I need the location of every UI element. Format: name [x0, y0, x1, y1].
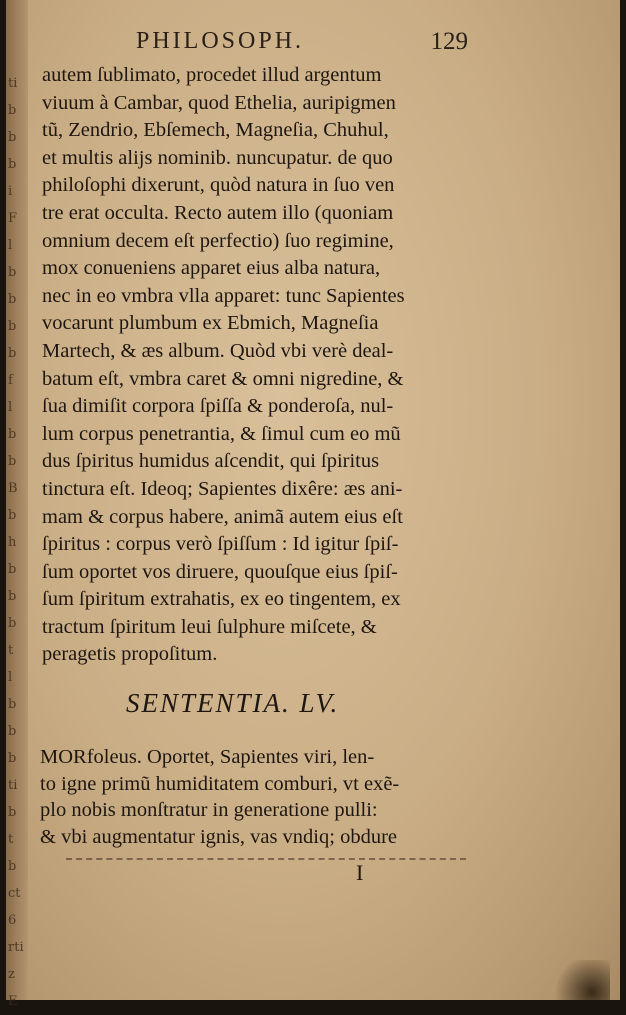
text-line: peragetis propoſitum.: [42, 643, 218, 666]
text-line: dus ſpiritus humidus aſcendit, qui ſpiritus: [42, 450, 380, 473]
main-text-block: [42, 62, 472, 669]
text-line: & vbi augmentatur ignis, vas vndiq; obdure: [40, 825, 397, 848]
text-line: omnium decem eſt perfectio) ſuo regimine,: [42, 229, 394, 252]
text-line: tractum ſpiritum leui ſulphure miſcete, &: [42, 615, 377, 638]
text-line: philoſophi dixerunt, quòd natura in ſuo ven: [42, 174, 395, 197]
text-line: et multis alijs nominib. nuncupatur. de quo: [42, 146, 393, 169]
text-line: Martech, & æs album. Quòd vbi verè deal-: [42, 339, 394, 362]
text-line: ſum oportet vos diruere, quouſque eius ſpiſ-: [42, 560, 398, 583]
text-line: mox conueniens apparet eius alba natura,: [42, 257, 381, 280]
book-page: [6, 0, 620, 1009]
section-heading: SENTENTIA. LV.: [126, 688, 340, 718]
text-line: lum corpus penetrantia, & ſimul cum eo mũ: [42, 422, 401, 445]
page-stain: [550, 960, 610, 1000]
text-line: tinctura eſt. Ideoq; Sapientes dixêre: æs ani-: [42, 477, 403, 500]
signature-mark: I: [356, 860, 364, 885]
text-line: ſpiritus : corpus verò ſpiſſum : Id igitur ſpiſ-: [42, 533, 399, 556]
text-line: viuum à Cambar, quod Ethelia, auripigmen: [42, 91, 396, 114]
text-line: ſua dimiſit corpora ſpiſſa & ponderoſa, nul-: [42, 395, 394, 418]
page-gutter: [6, 0, 28, 1009]
text-line: to igne primũ humiditatem comburi, vt exẽ-: [40, 772, 400, 795]
running-head: PHILOSOPH.: [136, 28, 305, 54]
text-line: autem ſublimato, procedet illud argentum: [42, 64, 382, 86]
text-line: tre erat occulta. Recto autem illo (quoniam: [42, 201, 394, 224]
text-line: batum eſt, vmbra caret & omni nigredine, &: [42, 367, 404, 390]
text-line: plo nobis monſtratur in generatione pulli:: [40, 799, 378, 821]
gutter-bleed-text: ti b b b i F l b b b b f l b b B b h b b b t l b b b ti b t b ct 6 rti z E: [8, 76, 24, 1009]
second-text-block: [40, 744, 480, 850]
page-number: 129: [430, 28, 468, 55]
text-line: mam & corpus habere, animã autem eius eſt: [42, 505, 403, 528]
text-line: ſum ſpiritum extrahatis, ex eo tingentem, ex: [42, 588, 401, 611]
text-line: tũ, Zendrio, Ebſemech, Magneſia, Chuhul,: [42, 119, 389, 142]
text-line: nec in eo vmbra vlla apparet: tunc Sapientes: [42, 284, 405, 307]
footer-rule: [66, 858, 466, 860]
text-line: MORfoleus. Oportet, Sapientes viri, len-: [40, 746, 375, 768]
text-line: vocarunt plumbum ex Ebmich, Magneſia: [42, 312, 379, 335]
